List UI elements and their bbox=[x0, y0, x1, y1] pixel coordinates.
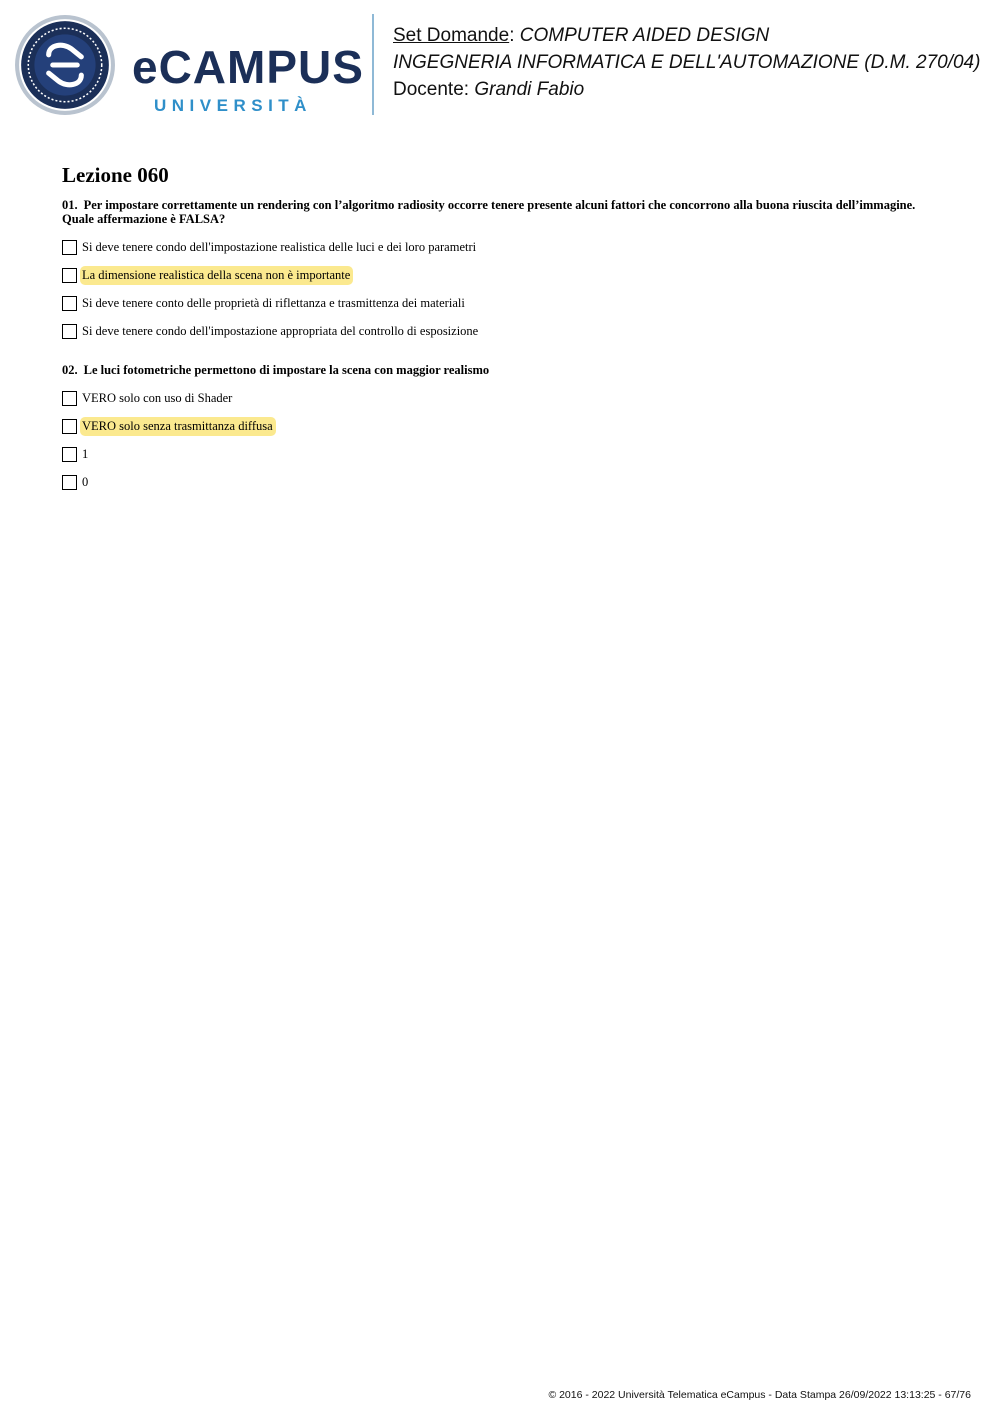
ecampus-logo bbox=[14, 14, 364, 118]
answer-option[interactable] bbox=[62, 293, 942, 313]
checkbox-icon[interactable] bbox=[62, 324, 77, 339]
answer-option[interactable] bbox=[62, 388, 942, 408]
course-title: COMPUTER AIDED DESIGN bbox=[519, 25, 770, 46]
question-text bbox=[62, 363, 942, 377]
option-label: 1 bbox=[82, 446, 89, 461]
teacher-line: Docente: Grandi Fabio bbox=[393, 79, 585, 100]
degree-title: INGEGNERIA INFORMATICA E DELL'AUTOMAZIONE (D.M. 270/04) bbox=[393, 52, 981, 73]
teacher-label: Docente bbox=[393, 79, 464, 100]
option-label: Si deve tenere condo dell'impostazione appropriata del controllo di esposizione bbox=[82, 323, 479, 338]
checkbox-icon[interactable] bbox=[62, 475, 77, 490]
set-line: Set Domande: COMPUTER AIDED DESIGN bbox=[393, 25, 770, 46]
option-label: VERO solo con uso di Shader bbox=[82, 390, 233, 405]
answer-option[interactable] bbox=[62, 321, 942, 341]
question-01 bbox=[62, 198, 942, 349]
logo-subtitle: UNIVERSITÀ bbox=[154, 96, 312, 115]
question-number: 01. bbox=[62, 198, 78, 212]
degree-line bbox=[393, 49, 980, 76]
option-label: 0 bbox=[82, 474, 89, 489]
teacher-name: Grandi Fabio bbox=[474, 79, 585, 100]
header-info bbox=[393, 22, 980, 103]
option-label: La dimensione realistica della scena non è importante bbox=[80, 266, 353, 285]
set-label: Set Domande bbox=[393, 25, 510, 46]
checkbox-icon[interactable] bbox=[62, 240, 77, 255]
checkbox-icon[interactable] bbox=[62, 296, 77, 311]
question-number: 02. bbox=[62, 363, 78, 377]
checkbox-icon[interactable] bbox=[62, 268, 77, 283]
header-divider bbox=[372, 14, 374, 115]
checkbox-icon[interactable] bbox=[62, 447, 77, 462]
checkbox-icon[interactable] bbox=[62, 419, 77, 434]
option-label: Si deve tenere conto delle proprietà di riflettanza e trasmittenza dei materiali bbox=[82, 295, 465, 310]
logo-wordmark: eCAMPUS bbox=[132, 41, 364, 93]
answer-option[interactable] bbox=[62, 472, 942, 492]
option-label: Si deve tenere condo dell'impostazione realistica delle luci e dei loro parametri bbox=[82, 239, 477, 254]
answer-option[interactable] bbox=[62, 237, 942, 257]
lesson-title: Lezione 060 bbox=[62, 163, 169, 187]
question-text bbox=[62, 198, 942, 226]
checkbox-icon[interactable] bbox=[62, 391, 77, 406]
question-body: Per impostare correttamente un rendering con l’algoritmo radiosity occorre tenere presente alcuni fattori che concorrono alla buona riuscita dell’immagine. Quale affermazione è FALSA? bbox=[62, 198, 916, 226]
answer-option-highlighted[interactable] bbox=[62, 416, 942, 436]
university-seal-icon bbox=[14, 14, 116, 116]
question-body: Le luci fotometriche permettono di impostare la scena con maggior realismo bbox=[83, 363, 490, 377]
option-label: VERO solo senza trasmittanza diffusa bbox=[80, 417, 276, 436]
question-02 bbox=[62, 363, 942, 500]
answer-option-highlighted[interactable] bbox=[62, 265, 942, 285]
answer-option[interactable] bbox=[62, 444, 942, 464]
page-footer: © 2016 - 2022 Università Telematica eCampus - Data Stampa 26/09/2022 13:13:25 - 67/76 bbox=[548, 1389, 971, 1401]
